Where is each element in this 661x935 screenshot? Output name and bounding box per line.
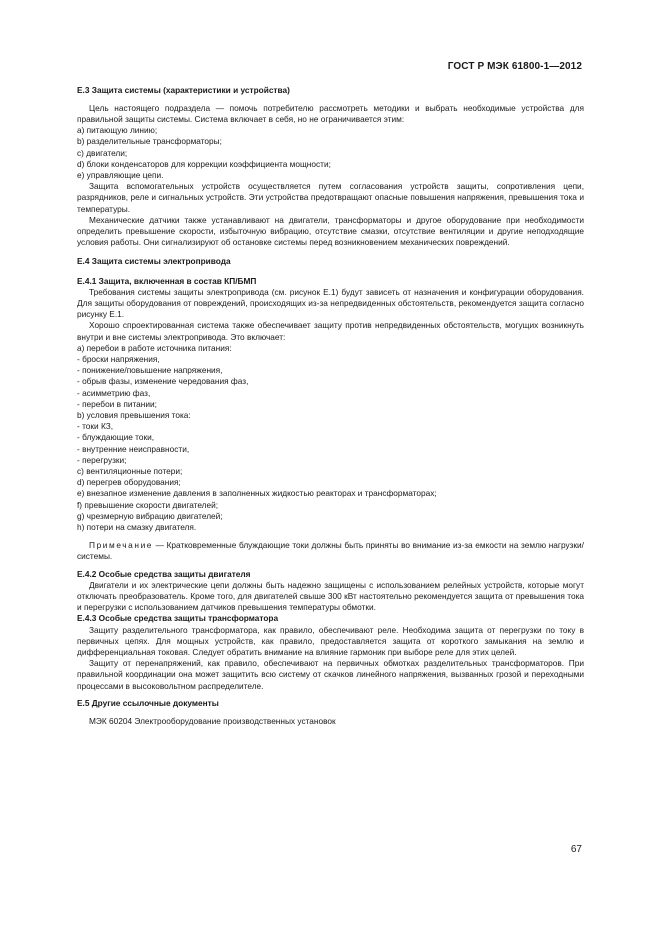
section-heading-e3: Е.3 Защита системы (характеристики и устройства) [77,85,290,95]
list-item: f) превышение скорости двигателей; [77,499,219,510]
page-number: 67 [570,844,582,855]
e5-reference: МЭК 60204 Электрооборудование производственных установок [89,716,336,727]
list-item: - перебои в питании; [77,398,157,409]
list-item: a) перебои в работе источника питания: [77,342,232,353]
e42-paragraph: Двигатели и их электрические цепи должны быть надежно защищены с использованием релейных устройств, которые могут отключать преобразователь. Кроме того, для двигателей свыше 300 кВт настоятельно рекомендуется защита от превышения тока и перегрузки с использованием датчиков превышения температуры обмотки. [77,579,584,613]
subsection-heading-e41: Е.4.1 Защита, включенная в состав КП/БМП [77,275,257,286]
list-item: - блуждающие токи, [77,432,155,443]
list-item: a) питающую линию; [77,125,158,136]
list-item: e) внезапное изменение давления в заполненных жидкостью реакторах и трансформаторах; [77,488,437,499]
list-item: - перегрузки; [77,454,127,465]
e43-paragraph: Защиту разделительного трансформатора, как правило, обеспечивают реле. Необходима защита от перегрузки по току в первичных цепях. Для мощных устройств, как правило, предоставляется защита от короткого замыкания на землю и дифференциальная токовая. Следует обратить внимание на влияние гармоник при выборе реле для этих целей. [77,624,584,658]
list-item: d) перегрев оборудования; [77,477,181,488]
e3-paragraph: Механические датчики также устанавливают на двигатели, трансформаторы и другое оборудование при необходимости определить превышение скорости, избыточную вибрацию, отсутствие смазки, отсутствие вентиляции и другие неподходящие условия работы. Они сигнализируют об остановке системы перед возникновением механических повреждений. [77,214,584,248]
list-item: - понижение/повышение напряжения, [77,365,223,376]
list-item: d) блоки конденсаторов для коррекции коэффициента мощности; [77,158,331,169]
list-item: b) разделительные трансформаторы; [77,136,222,147]
list-item: h) потери на смазку двигателя. [77,522,197,533]
list-item: c) двигатели; [77,147,128,158]
e41-list [77,343,584,533]
subsection-heading-e43: Е.4.3 Особые средства защиты трансформатора [77,613,279,624]
e3-list [77,125,584,181]
section-heading-e5: Е.5 Другие ссылочные документы [77,698,219,709]
list-item: - токи КЗ, [77,421,114,432]
list-item: e) управляющие цепи. [77,169,164,180]
list-item: g) чрезмерную вибрацию двигателей; [77,510,223,521]
e3-intro: Цель настоящего подраздела — помочь потребителю рассмотреть методики и выбрать необходимые устройства для правильной защиты системы. Система включает в себя, но не ограничивается этим: [77,102,584,124]
e3-paragraph: Защита вспомогательных устройств осуществляется путем согласования устройств защиты, сопротивления цепи, разрядников, реле и сигнальных устройств. Эти устройства предотвращают опасные повышения напряжения, превышения тока и температуры. [77,181,584,214]
e43-paragraph: Защиту от перенапряжений, как правило, обеспечивают на первичных обмотках разделительных трансформаторов. При правильной координации она может защитить всю систему от скачков линейного напряжения, вызванных грозой и переходными процессами в высоковольтном распределителе. [77,658,584,691]
document-id: ГОСТ Р МЭК 61800-1—2012 [447,61,582,72]
list-item: - обрыв фазы, изменение чередования фаз, [77,376,249,387]
subsection-heading-e42: Е.4.2 Особые средства защиты двигателя [77,568,251,579]
note-text: — Кратковременные блуждающие токи должны быть приняты во внимание из-за емкости на землю нагрузки/системы. [77,539,584,561]
section-heading-e4: Е.4 Защита системы электропривода [77,256,231,267]
list-item: c) вентиляционные потери; [77,466,183,476]
page-content [77,85,584,727]
e41-paragraph: Хорошо спроектированная система также обеспечивает защиту против непредвиденных обстоятельств, могущих возникнуть внутри и вне системы электропривода. Это включает: [77,320,584,342]
list-item: - асимметрию фаз, [77,387,151,398]
list-item: - броски напряжения, [77,353,160,364]
e41-paragraph: Требования системы защиты электропривода (см. рисунок Е.1) будут зависеть от назначения и конфигурации оборудования. Для защиты оборудования от повреждений, происходящих из-за непредвиденных обстоятельств, рекомендуется защита согласно рисунку Е.1. [77,286,584,320]
note-label: Примечание [89,539,154,550]
e41-note [77,540,584,562]
list-item: b) условия превышения тока: [77,409,191,420]
list-item: - внутренние неисправности, [77,443,190,454]
